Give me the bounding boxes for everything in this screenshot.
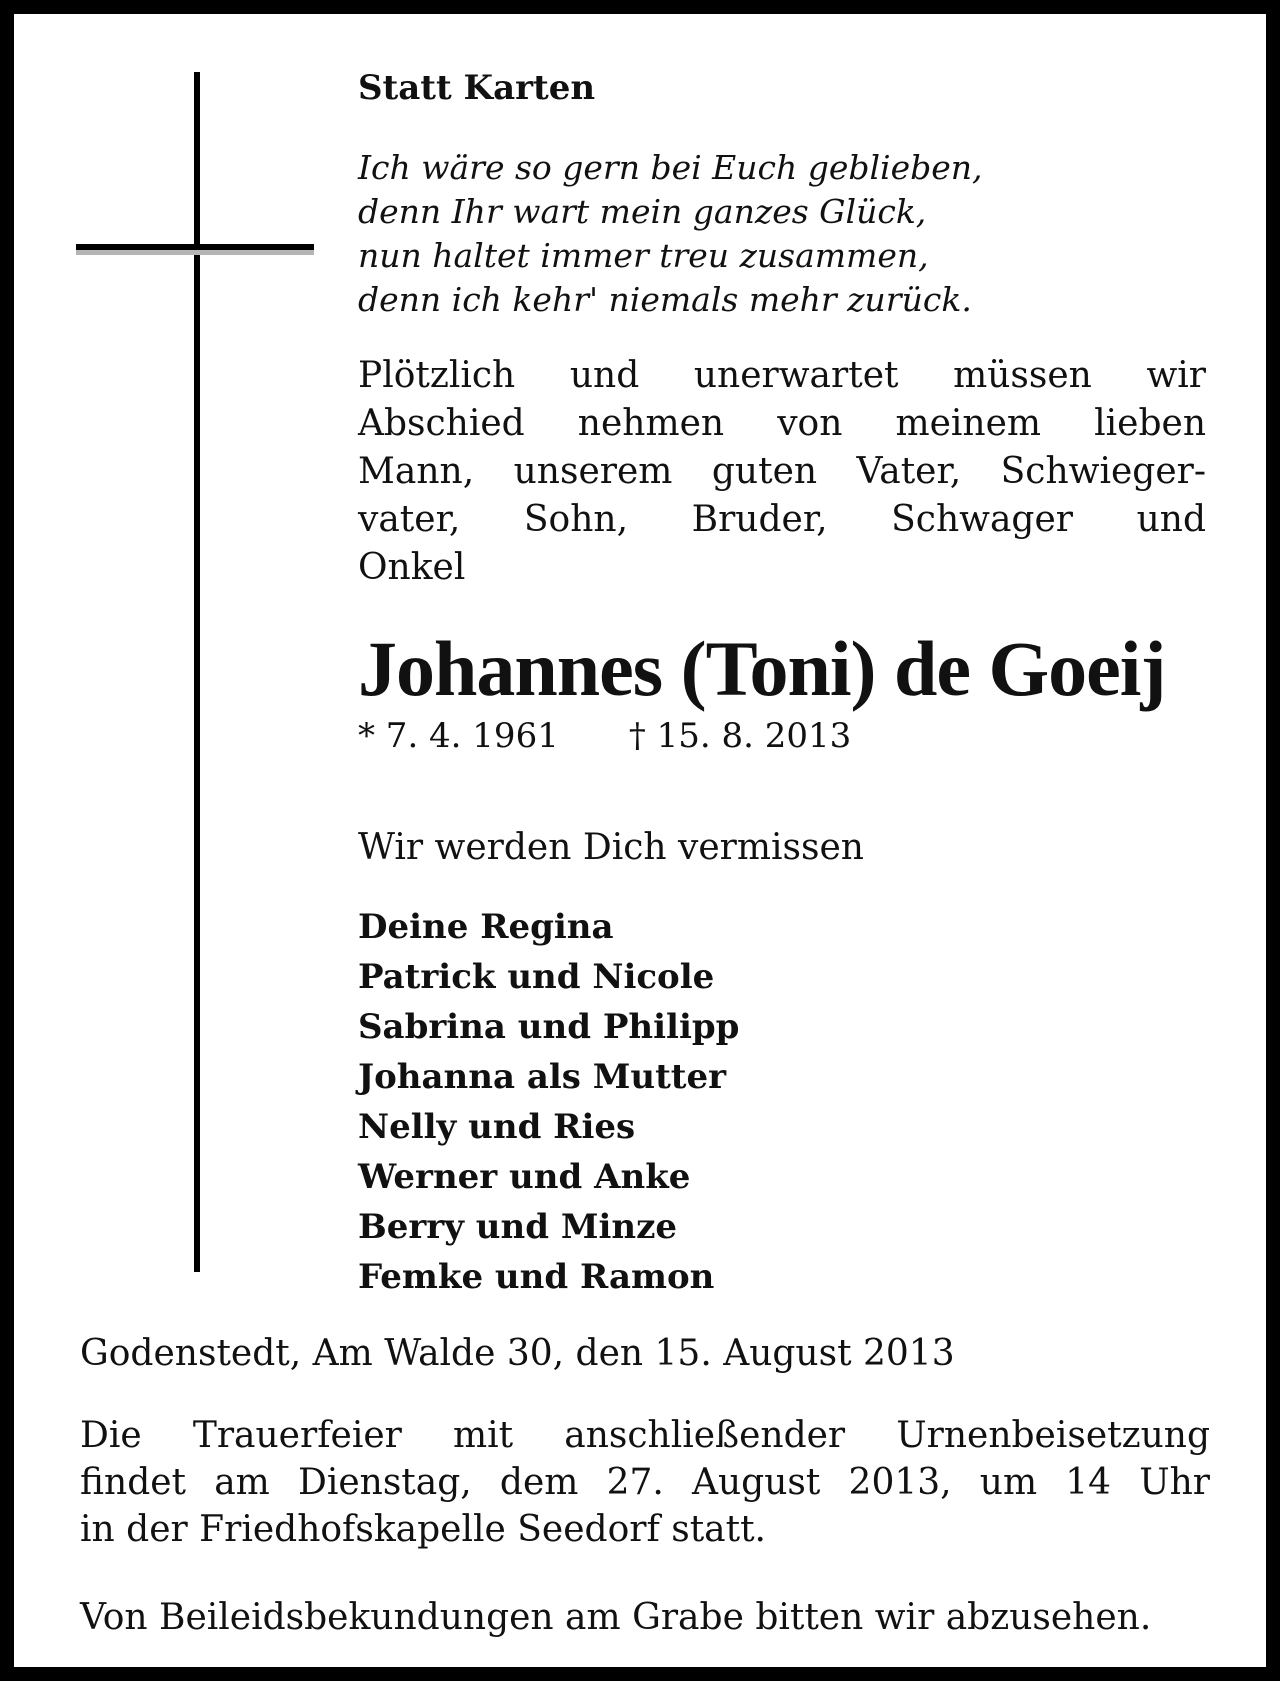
- intro-line: Mann, unserem guten Vater, Schwieger-: [358, 451, 1206, 492]
- poem-line: denn Ihr wart mein ganzes Glück,: [358, 192, 927, 231]
- family-member: Werner und Anke: [358, 1157, 691, 1197]
- intro-line: Abschied nehmen von meinem lieben: [358, 403, 1206, 444]
- death-date: † 15. 8. 2013: [628, 716, 852, 756]
- place-and-date: Godenstedt, Am Walde 30, den 15. August 2013: [80, 1333, 955, 1374]
- miss-text: Wir werden Dich vermissen: [358, 827, 864, 868]
- family-member: Femke und Ramon: [358, 1257, 715, 1297]
- intro-line: vater, Sohn, Bruder, Schwager und: [358, 499, 1206, 540]
- family-member: Patrick und Nicole: [358, 957, 715, 997]
- poem-line: Ich wäre so gern bei Euch geblieben,: [358, 148, 983, 187]
- poem-line: nun haltet immer treu zusammen,: [358, 236, 929, 275]
- intro-line: Plötzlich und unerwartet müssen wir: [358, 355, 1206, 396]
- ceremony-line: in der Friedhofskapelle Seedorf statt.: [80, 1509, 767, 1550]
- family-member: Deine Regina: [358, 907, 614, 947]
- family-member: Nelly und Ries: [358, 1107, 636, 1147]
- family-member: Johanna als Mutter: [358, 1057, 727, 1097]
- life-dates: [358, 714, 1206, 758]
- ceremony-paragraph: [80, 1412, 1210, 1553]
- intro-paragraph: [358, 352, 1206, 592]
- family-member: Sabrina und Philipp: [358, 1007, 740, 1047]
- deceased-name: Johannes (Toni) de Goeij: [358, 625, 1166, 712]
- poem: [358, 146, 1206, 322]
- obituary-notice: [14, 14, 1266, 1667]
- statt-karten-heading: Statt Karten: [358, 68, 596, 108]
- condolence-note: Von Beileidsbekundungen am Grabe bitten wir abzusehen.: [80, 1597, 1152, 1638]
- family-member: Berry und Minze: [358, 1207, 678, 1247]
- family-list: [358, 902, 1206, 1302]
- ceremony-line: Die Trauerfeier mit anschließender Urnenbeisetzung: [80, 1415, 1210, 1456]
- poem-line: denn ich kehr' niemals mehr zurück.: [358, 280, 972, 319]
- ceremony-line: findet am Dienstag, dem 27. August 2013, um 14 Uhr: [80, 1462, 1210, 1503]
- birth-date: * 7. 4. 1961: [358, 716, 559, 756]
- intro-line: Onkel: [358, 547, 466, 588]
- cross-horizontal-beam: [76, 244, 314, 250]
- cross-vertical-beam: [194, 72, 200, 1272]
